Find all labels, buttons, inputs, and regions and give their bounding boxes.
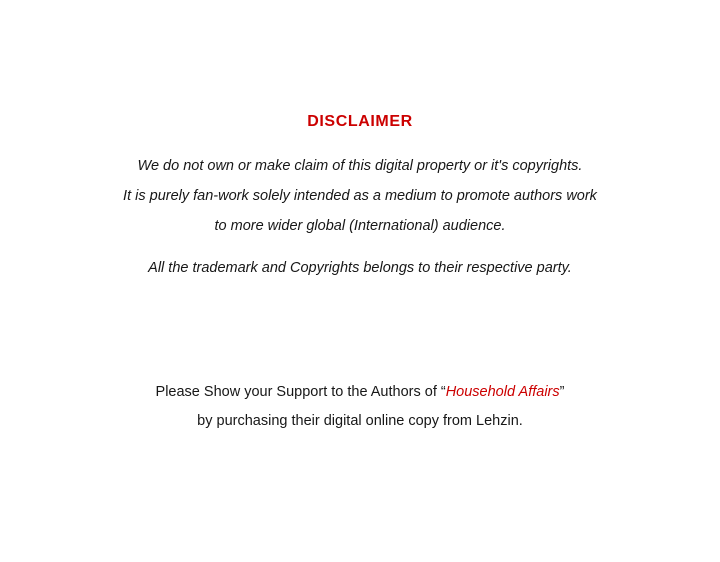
support-line-1-prefix: Please Show your Support to the Authors of “ — [155, 384, 446, 400]
support-line-1-suffix: ” — [559, 384, 565, 400]
disclaimer-text — [0, 151, 720, 241]
disclaimer-line-3: to more wider global (International) audience. — [214, 218, 506, 234]
support-line-2: by purchasing their digital online copy from Lehzin. — [197, 413, 523, 429]
trademark-note: All the trademark and Copyrights belongs to their respective party. — [148, 260, 572, 276]
work-title: Household Affairs — [445, 384, 560, 400]
page-title: DISCLAIMER — [307, 113, 413, 130]
support-message — [0, 378, 720, 436]
support-line-1 — [0, 378, 720, 407]
disclaimer-line-1: We do not own or make claim of this digital property or it's copyrights. — [137, 158, 583, 174]
disclaimer-line-2: It is purely fan-work solely intended as a medium to promote authors work — [123, 188, 597, 204]
